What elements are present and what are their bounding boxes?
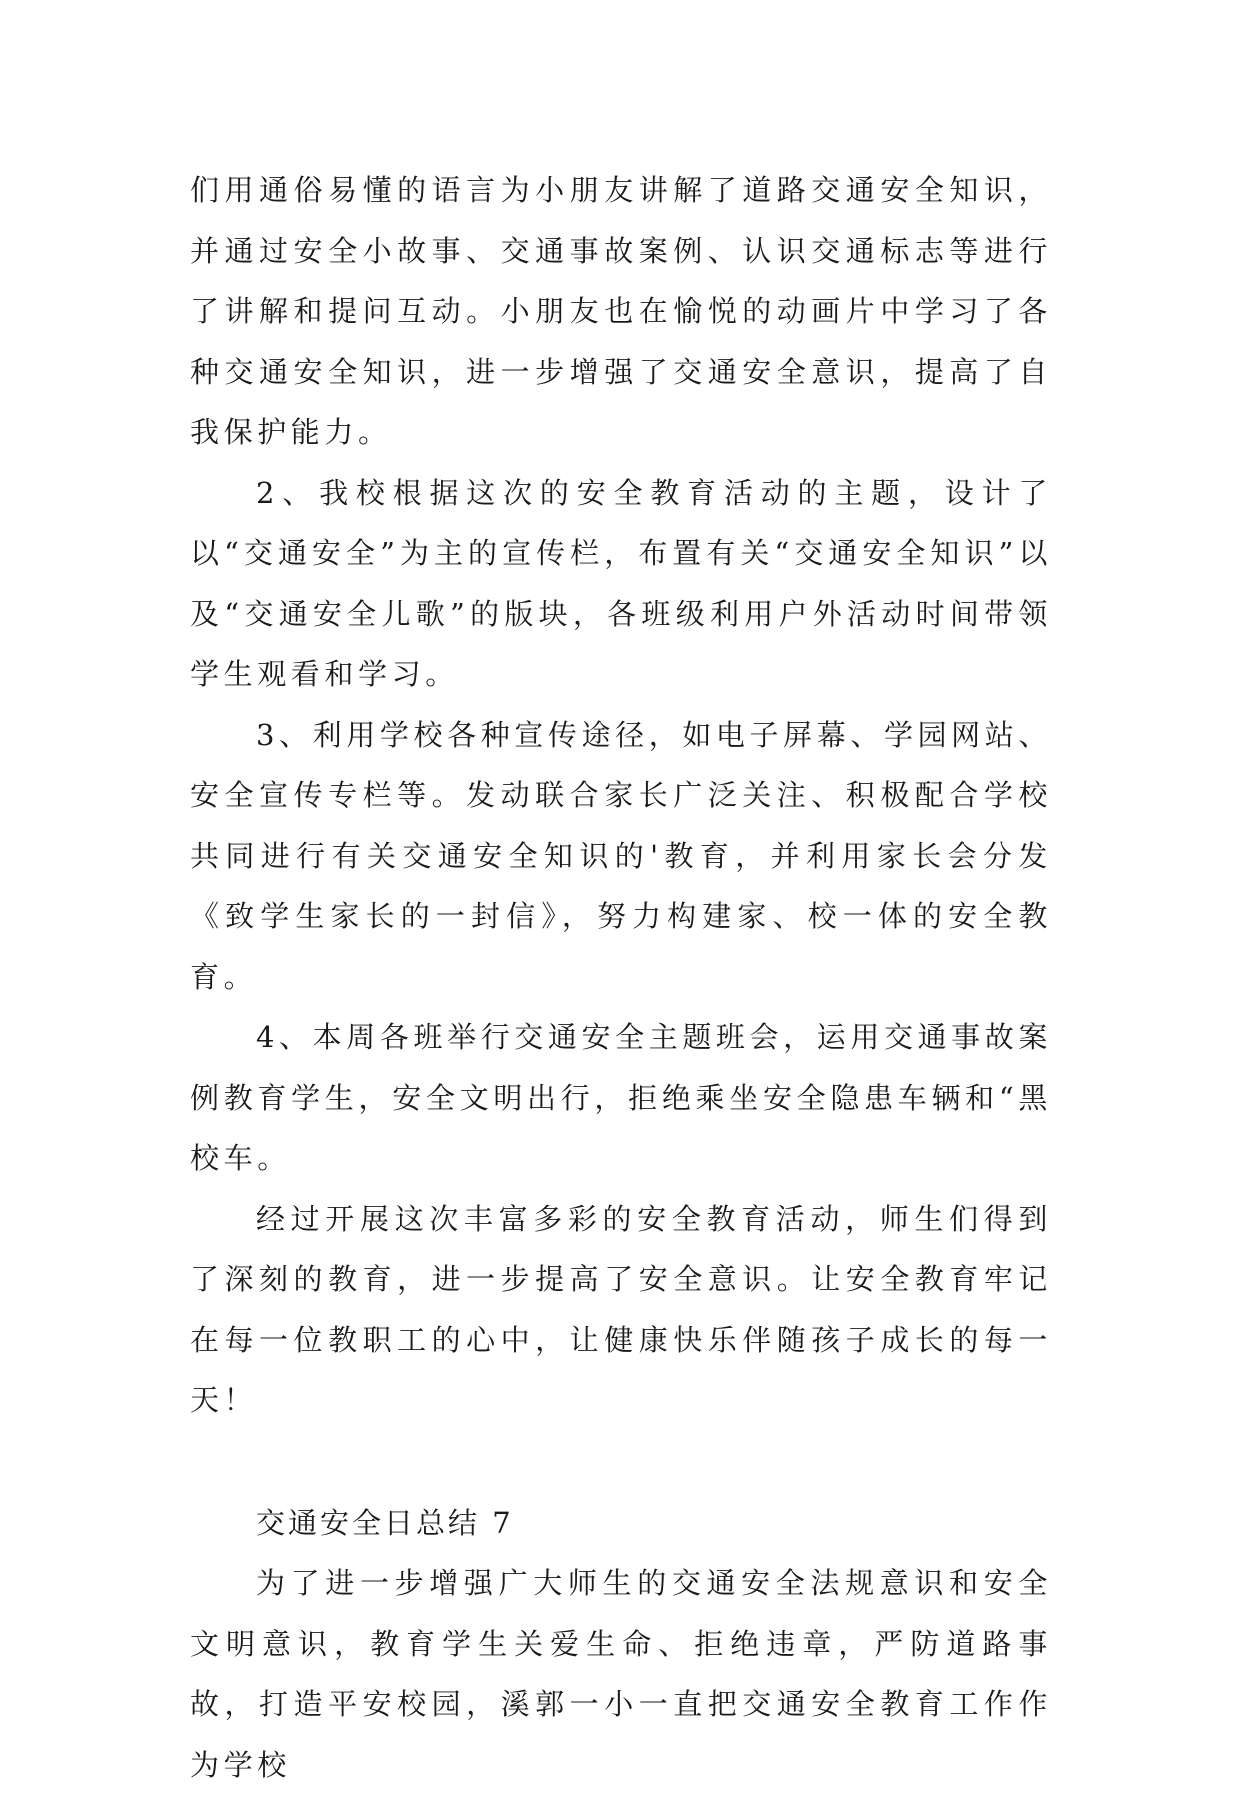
paragraph-conclusion: 经过开展这次丰富多彩的安全教育活动，师生们得到了深刻的教育，进一步提高了安全意识。让安全教育牢记在每一位教职工的心中，让健康快乐伴随孩子成长的每一天！ <box>190 1201 1052 1417</box>
document-body <box>190 160 1052 1795</box>
paragraph-item-4: 4、本周各班举行交通安全主题班会，运用交通事故案例教育学生，安全文明出行，拒绝乘坐安全隐患车辆和“黑校车。 <box>190 1020 1052 1175</box>
paragraph-continuation: 们用通俗易懂的语言为小朋友讲解了道路交通安全知识，并通过安全小故事、交通事故案例、认识交通标志等进行了讲解和提问互动。小朋友也在愉悦的动画片中学习了各种交通安全知识，进一步增强了交通安全意识，提高了自我保护能力。 <box>190 173 1052 449</box>
paragraph-item-2: 2、我校根据这次的安全教育活动的主题，设计了以“交通安全”为主的宣传栏，布置有关“交通安全知识”以及“交通安全儿歌”的版块，各班级利用户外活动时间带领学生观看和学习。 <box>190 475 1052 691</box>
paragraph-item-3: 3、利用学校各种宣传途径，如电子屏幕、学园网站、安全宣传专栏等。发动联合家长广泛关注、积极配合学校共同进行有关交通安全知识的'教育，并利用家长会分发《致学生家长的一封信》，努力构建家、校一体的安全教育。 <box>190 717 1052 994</box>
paragraph-section-intro: 为了进一步增强广大师生的交通安全法规意识和安全文明意识，教育学生关爱生命、拒绝违章，严防道路事故，打造平安校园，溪郭一小一直把交通安全教育工作作为学校 <box>190 1566 1052 1782</box>
section-heading: 交通安全日总结 7 <box>256 1505 514 1540</box>
